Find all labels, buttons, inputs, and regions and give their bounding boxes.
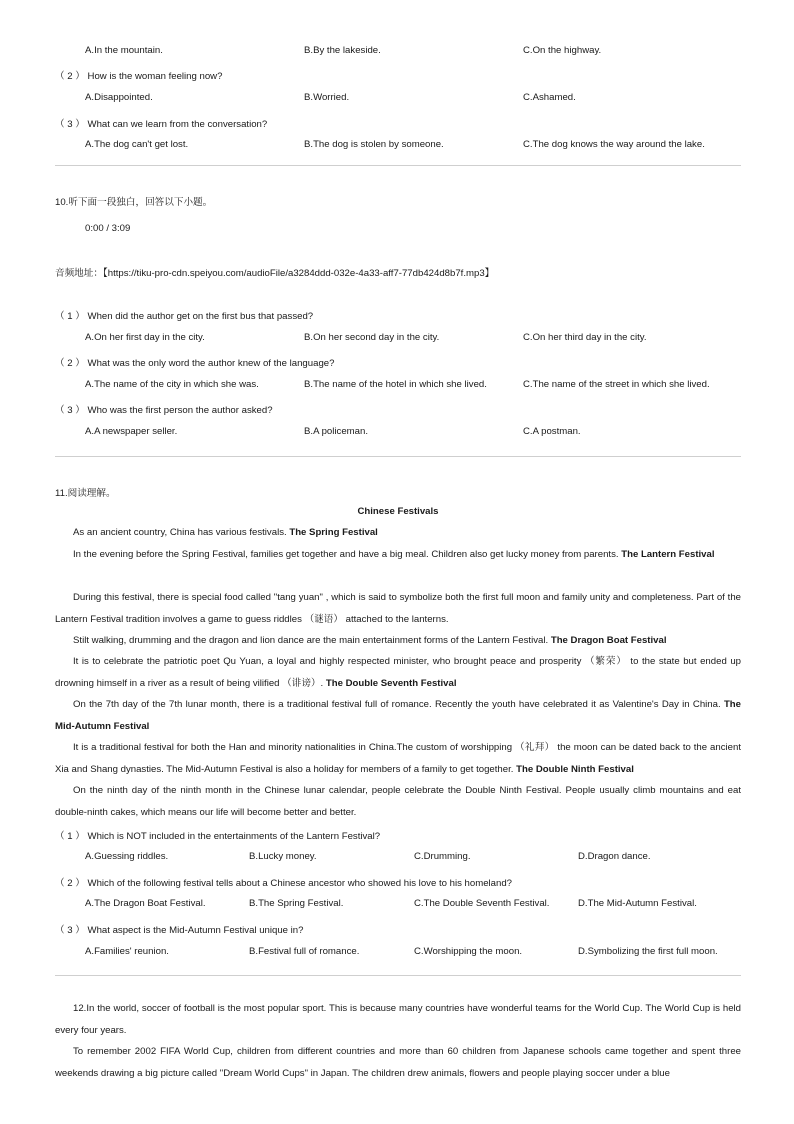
option-d[interactable]: D.The Mid-Autumn Festival. bbox=[578, 898, 697, 909]
passage-paragraph: In the evening before the Spring Festival, families get together and have a big meal. Children also get lucky money from parents. The Lantern Festival bbox=[73, 549, 715, 560]
passage-paragraph: It is to celebrate the patriotic poet Qu Yuan, a loyal and highly respected minister, who brought peace and prosperity （繁荣） to the state but ended up drowning himself in a river as a result of being vilified （诽谤）. The Double Seventh Festival bbox=[55, 656, 741, 689]
q12-paragraph: To remember 2002 FIFA World Cup, children from different countries and more than 60 children from Japanese schools came together and spent three weekends drawing a big picture called "Dream World Cups" in Japan. The children drew animals, flowers and people playing soccer under a blue bbox=[55, 1046, 741, 1079]
option-c[interactable]: C.The dog knows the way around the lake. bbox=[523, 139, 705, 150]
passage-paragraph: During this festival, there is special food called "tang yuan" , which is said to symbolize both the first full moon and family unity and completeness. Part of the Lantern Festival tradition involves a game to guess riddles （谜语） attached to the lanterns. bbox=[55, 592, 741, 625]
option-a[interactable]: A.The name of the city in which she was. bbox=[85, 379, 259, 390]
option-b[interactable]: B.The dog is stolen by someone. bbox=[304, 139, 444, 150]
option-a[interactable]: A.The Dragon Boat Festival. bbox=[85, 898, 206, 909]
divider bbox=[55, 975, 741, 976]
option-a[interactable]: A.In the mountain. bbox=[85, 45, 163, 56]
q9-sub3-question: （ 3 ） What can we learn from the conversation? bbox=[55, 119, 268, 130]
q11-sub2-question: （ 2 ） Which of the following festival tells about a Chinese ancestor who showed his love to his homeland? bbox=[55, 878, 513, 889]
option-b[interactable]: B.A policeman. bbox=[304, 426, 368, 437]
option-c[interactable]: C.The Double Seventh Festival. bbox=[414, 898, 550, 909]
option-b[interactable]: B.Worried. bbox=[304, 92, 350, 103]
option-a[interactable]: A.Disappointed. bbox=[85, 92, 153, 103]
audio-player-time[interactable]: 0:00 / 3:09 bbox=[85, 223, 131, 234]
passage-paragraph: As an ancient country, China has various festivals. The Spring Festival bbox=[73, 527, 378, 538]
option-c[interactable]: C.Drumming. bbox=[414, 851, 471, 862]
option-b[interactable]: B.Lucky money. bbox=[249, 851, 317, 862]
passage-paragraph: It is a traditional festival for both the Han and minority nationalities in China.The custom of worshipping （礼拜） the moon can be dated back to the ancient Xia and Shang dynasties. The Mid-Autumn Festival is also a holiday for members of a family to get together. The Double Ninth Festival bbox=[55, 742, 741, 775]
q10-sub1-question: （ 1 ） When did the author get on the first bus that passed? bbox=[55, 311, 314, 322]
q11-heading: 11.阅读理解。 bbox=[55, 488, 116, 499]
option-c[interactable]: C.On the highway. bbox=[523, 45, 602, 56]
q10-sub3-question: （ 3 ） Who was the first person the author asked? bbox=[55, 405, 273, 416]
option-a[interactable]: A.The dog can't get lost. bbox=[85, 139, 189, 150]
passage-title: Chinese Festivals bbox=[357, 506, 439, 517]
option-c[interactable]: C.A postman. bbox=[523, 426, 581, 437]
option-c[interactable]: C.On her third day in the city. bbox=[523, 332, 647, 343]
q11-sub3-question: （ 3 ） What aspect is the Mid-Autumn Festival unique in? bbox=[55, 925, 304, 936]
option-c[interactable]: C.The name of the street in which she lived. bbox=[523, 379, 710, 390]
passage-paragraph: Stilt walking, drumming and the dragon and lion dance are the main entertainment forms of the Lantern Festival. The Dragon Boat Festival bbox=[73, 635, 667, 646]
q10-sub2-question: （ 2 ） What was the only word the author knew of the language? bbox=[55, 358, 335, 369]
passage-paragraph: On the ninth day of the ninth month in the Chinese lunar calendar, people celebrate the Double Ninth Festival. People usually climb mountains and eat double-ninth cakes, which means our life will become better and better. bbox=[55, 785, 741, 818]
option-c[interactable]: C.Ashamed. bbox=[523, 92, 576, 103]
passage-paragraph: On the 7th day of the 7th lunar month, there is a traditional festival full of romance. Recently the youth have celebrated it as Valentine's Day in China. The Mid-Autumn Festival bbox=[55, 699, 741, 732]
q12-paragraph: 12.In the world, soccer of football is the most popular sport. This is because many countries have wonderful teams for the World Cup. The World Cup is held every four years. bbox=[55, 1003, 741, 1036]
option-b[interactable]: B.Festival full of romance. bbox=[249, 946, 360, 957]
option-a[interactable]: A.Families' reunion. bbox=[85, 946, 169, 957]
divider bbox=[55, 165, 741, 166]
divider bbox=[55, 456, 741, 457]
audio-url: 音频地址：【https://tiku-pro-cdn.speiyou.com/audioFile/a3284ddd-032e-4a33-aff7-77db424d8b7f.mp3】 bbox=[55, 268, 495, 279]
option-b[interactable]: B.The name of the hotel in which she lived. bbox=[304, 379, 487, 390]
q10-heading: 10.听下面一段独白，回答以下小题。 bbox=[55, 197, 213, 208]
option-b[interactable]: B.By the lakeside. bbox=[304, 45, 381, 56]
option-a[interactable]: A.On her first day in the city. bbox=[85, 332, 205, 343]
option-c[interactable]: C.Worshipping the moon. bbox=[414, 946, 523, 957]
q11-sub1-question: （ 1 ） Which is NOT included in the entertainments of the Lantern Festival? bbox=[55, 831, 381, 842]
q9-sub2-question: （ 2 ） How is the woman feeling now? bbox=[55, 71, 223, 82]
option-a[interactable]: A.Guessing riddles. bbox=[85, 851, 169, 862]
option-a[interactable]: A.A newspaper seller. bbox=[85, 426, 178, 437]
option-b[interactable]: B.On her second day in the city. bbox=[304, 332, 440, 343]
option-d[interactable]: D.Dragon dance. bbox=[578, 851, 651, 862]
option-b[interactable]: B.The Spring Festival. bbox=[249, 898, 344, 909]
option-d[interactable]: D.Symbolizing the first full moon. bbox=[578, 946, 718, 957]
